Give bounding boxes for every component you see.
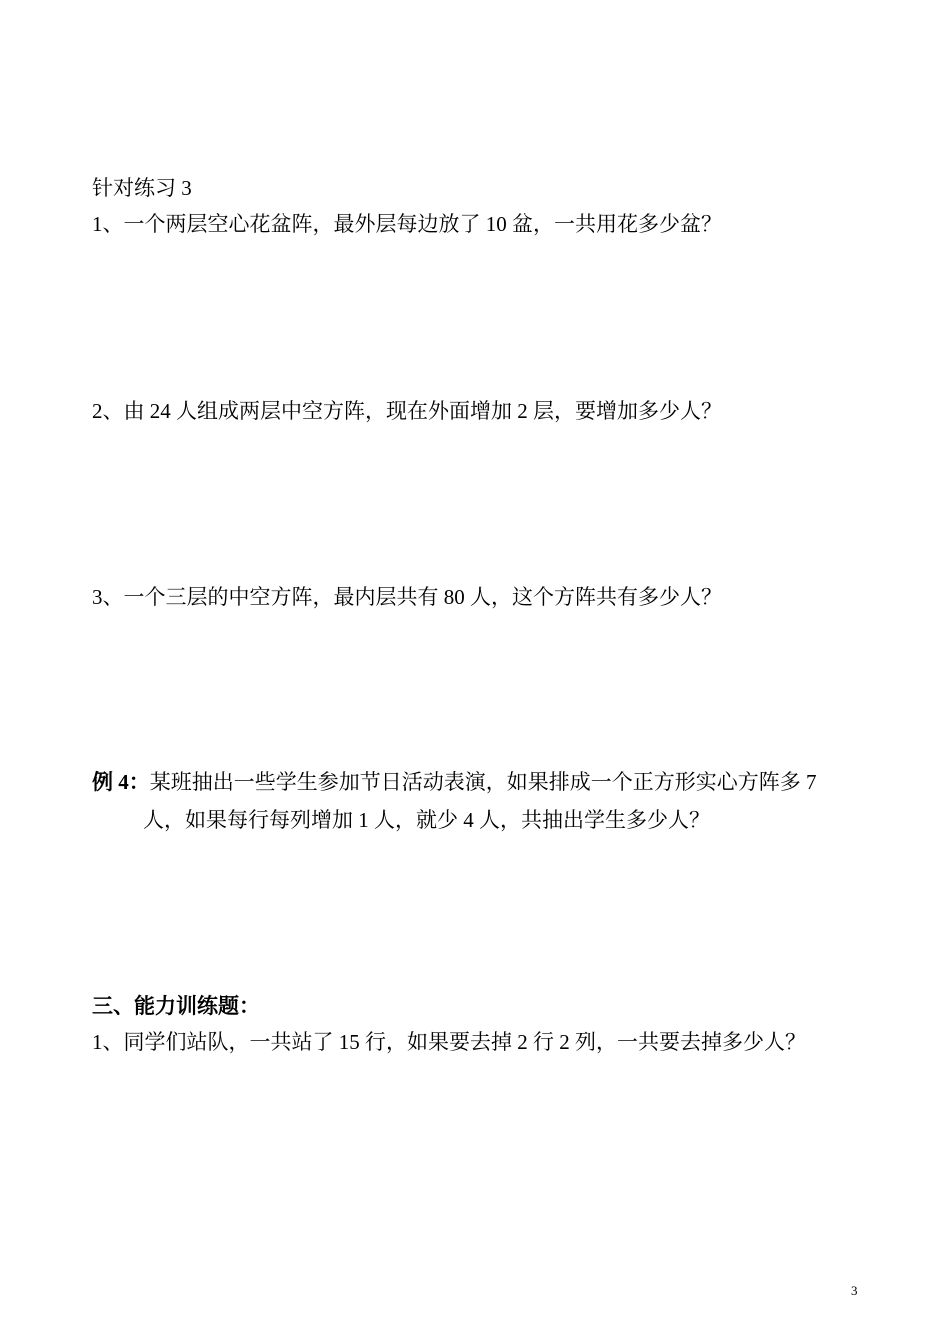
practice-question-2: 2、由 24 人组成两层中空方阵，现在外面增加 2 层，要增加多少人？ (92, 399, 722, 423)
page-number: 3 (851, 1283, 858, 1298)
training-question-1: 1、同学们站队，一共站了 15 行，如果要去掉 2 行 2 列，一共要去掉多少人？ (92, 1030, 806, 1054)
example-4-line-1 (92, 768, 817, 796)
example-4-text: 某班抽出一些学生参加节日活动表演，如果排成一个正方形实心方阵多 7 (149, 770, 817, 794)
example-4-label: 例 4 (92, 770, 129, 794)
practice-heading: 针对练习 3 (92, 176, 192, 200)
section-title: 三、能力训练题： (92, 994, 260, 1018)
example-4-colon: ： (128, 770, 150, 794)
example-4-line-2: 人，如果每行每列增加 1 人，就少 4 人，共抽出学生多少人？ (143, 808, 710, 832)
practice-question-3: 3、一个三层的中空方阵，最内层共有 80 人，这个方阵共有多少人？ (92, 585, 722, 609)
practice-question-1: 1、一个两层空心花盆阵，最外层每边放了 10 盆，一共用花多少盆？ (92, 212, 722, 236)
